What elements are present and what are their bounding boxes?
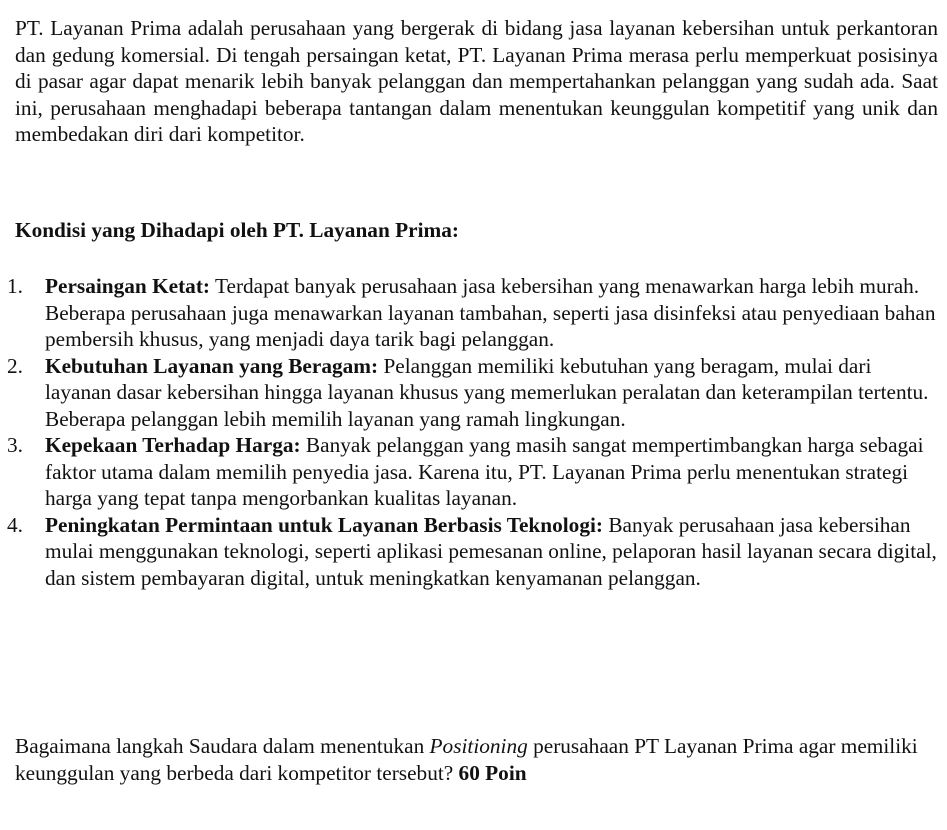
list-item-lead: Peningkatan Permintaan untuk Layanan Berbasis Teknologi: [45, 512, 603, 537]
conditions-list [0, 273, 940, 591]
list-item-text: Pelanggan memiliki kebutuhan yang beragam, mulai dari layanan dasar kebersihan hingga layanan khusus yang memerlukan peralatan dan keterampilan tertentu. Beberapa pelanggan lebih memilih layanan yang ramah lingkungan. [45, 353, 929, 431]
intro-paragraph: PT. Layanan Prima adalah perusahaan yang bergerak di bidang jasa layanan kebersihan untuk perkantoran dan gedung komersial. Di tengah persaingan ketat, PT. Layanan Prima merasa perlu memperkuat posisinya di pasar agar dapat menarik lebih banyak pelanggan dan mempertahankan pelanggan yang sudah ada. Saat ini, perusahaan menghadapi beberapa tantangan dalam menentukan keunggulan kompetitif yang unik dan membedakan diri dari kompetitor. [15, 16, 938, 146]
section-heading: Kondisi yang Dihadapi oleh PT. Layanan Prima: [15, 218, 459, 242]
list-item-number: 3. [7, 433, 23, 457]
list-item-lead: Kepekaan Terhadap Harga: [45, 433, 301, 457]
list-item-lead: Kebutuhan Layanan yang Beragam: [45, 353, 379, 378]
list-item-lead: Persaingan Ketat: [45, 274, 211, 298]
question-paragraph [15, 733, 940, 786]
question-emphasis: Positioning [429, 734, 528, 758]
list-item [0, 273, 940, 353]
list-item [0, 432, 940, 512]
list-item-text: Terdapat banyak perusahaan jasa kebersihan yang menawarkan harga lebih murah. Beberapa perusahaan juga menawarkan layanan tambahan, seperti jasa disinfeksi atau penyediaan bahan pembersih khusus, yang menjadi daya tarik bagi pelanggan. [45, 274, 936, 351]
list-item [0, 512, 940, 592]
list-item-number: 4. [7, 512, 23, 537]
list-item-text: Banyak pelanggan yang masih sangat mempertimbangkan harga sebagai faktor utama dalam memilih penyedia jasa. Karena itu, PT. Layanan Prima perlu menentukan strategi harga yang tepat tanpa mengorbankan kualitas layanan. [45, 433, 924, 510]
question-text-after: perusahaan PT Layanan Prima agar memiliki keunggulan yang berbeda dari kompetitor tersebut? [15, 734, 918, 785]
question-text-before: Bagaimana langkah Saudara dalam menentukan [15, 734, 430, 758]
list-item [0, 353, 940, 433]
list-item-text: Banyak perusahaan jasa kebersihan mulai menggunakan teknologi, seperti aplikasi pemesanan online, pelaporan hasil layanan secara digital, dan sistem pembayaran digital, untuk meningkatkan kenyamanan pelanggan. [45, 512, 937, 590]
list-item-number: 1. [7, 274, 23, 298]
list-item-number: 2. [7, 353, 23, 378]
question-points: 60 Poin [458, 760, 527, 785]
